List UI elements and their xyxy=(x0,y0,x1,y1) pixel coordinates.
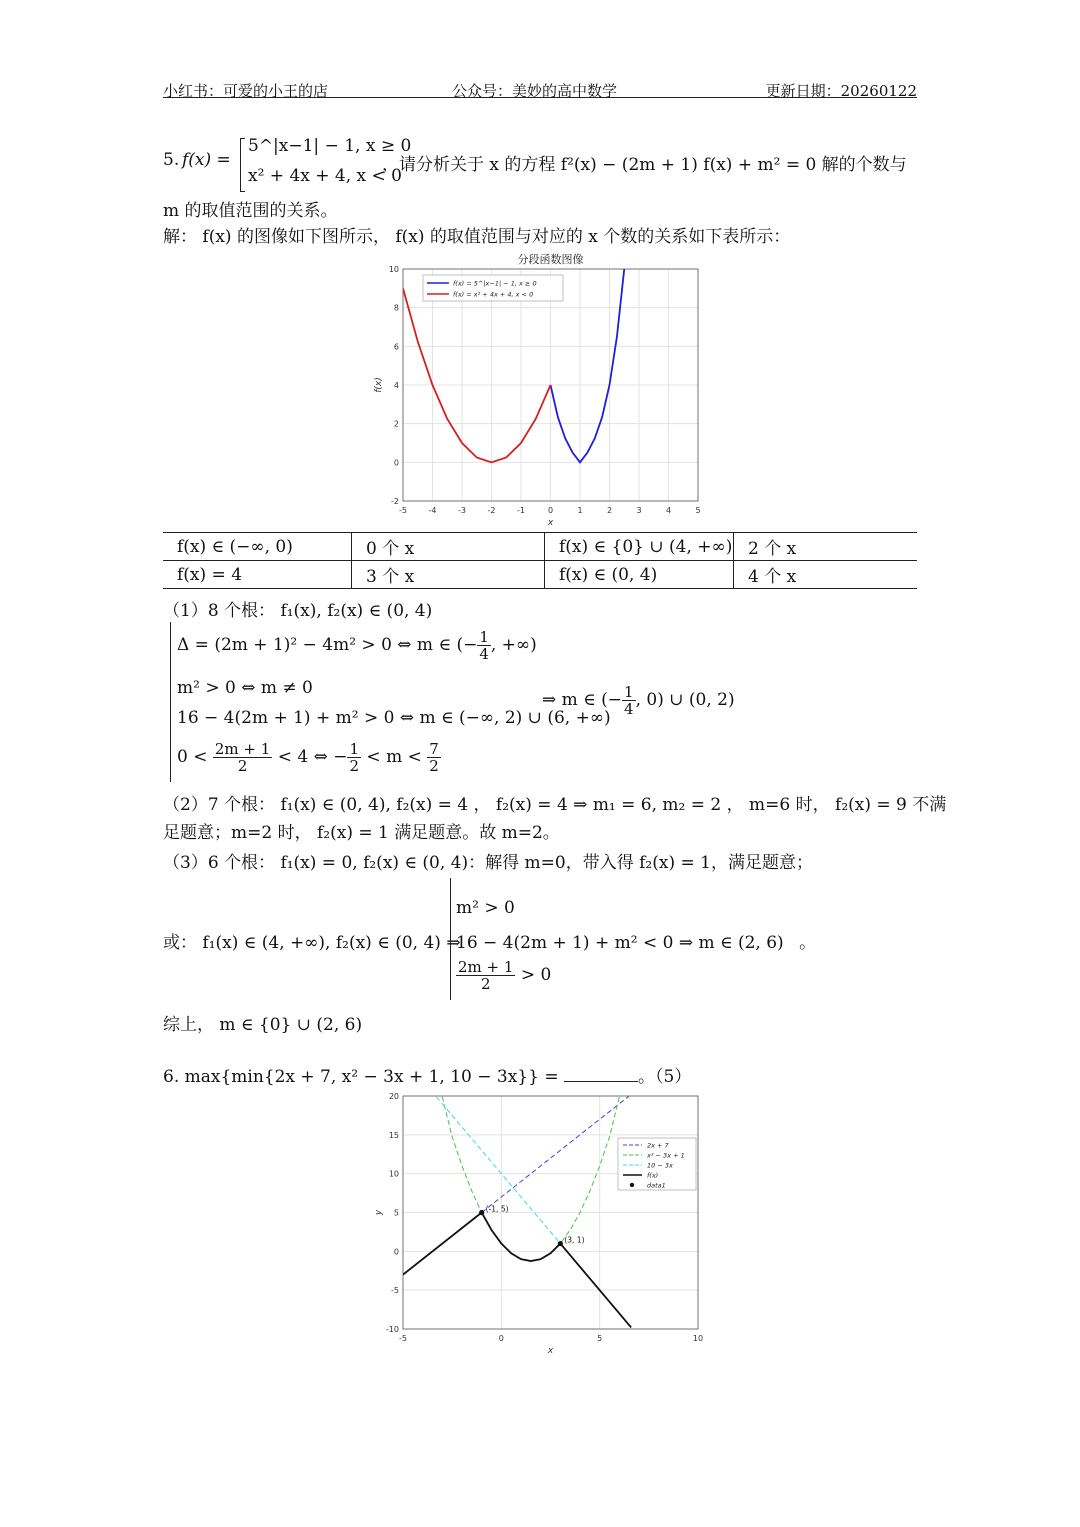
header-right: 更新日期：20260122 xyxy=(765,82,917,100)
x-tick-label: 10 xyxy=(692,1334,704,1343)
problem5-fdef: f(x) = xyxy=(182,150,231,170)
case3-sys2-end: 。 xyxy=(799,933,817,953)
series-line xyxy=(436,1097,560,1244)
x-tick-label: 3 xyxy=(636,506,642,515)
problem5-case2: x² + 4x + 4, x < 0 xyxy=(248,166,402,186)
case1-line4b: < 4 ⇔ − xyxy=(277,747,348,767)
case3-brace xyxy=(450,878,451,1000)
case3-frac xyxy=(456,959,515,993)
series-line xyxy=(482,1096,629,1213)
case1-line4 xyxy=(177,737,441,777)
case1-frac4 xyxy=(213,741,272,775)
point-annotation: (-1, 5) xyxy=(485,1204,509,1214)
legend-label: f(x) = x² + 4x + 4, x < 0 xyxy=(453,290,534,299)
table-row xyxy=(163,533,917,561)
legend-label: f(x) xyxy=(647,1171,659,1180)
y-tick-label: -10 xyxy=(385,1325,399,1334)
frac-num: 1 xyxy=(479,627,489,646)
table-cell: 2 个 x xyxy=(734,533,918,561)
problem5-number: 5. xyxy=(163,150,180,170)
case1-line1 xyxy=(177,625,537,665)
y-tick-label: 0 xyxy=(393,458,399,468)
table-cell: 3 个 x xyxy=(352,561,545,589)
legend-label: 2x + 7 xyxy=(647,1141,669,1150)
x-tick-label: 5 xyxy=(695,506,701,515)
x-tick-label: 0 xyxy=(547,506,554,515)
case2-line1: （2）7 个根： f₁(x) ∈ (0, 4), f₂(x) = 4 ， f₂(x) = 4 ⇒ m₁ = 6, m₂ = 2 ， m=6 时， f₂(x) = 9 不满 xyxy=(163,795,947,815)
table-cell: 0 个 x xyxy=(352,533,545,561)
frac-den: 2 xyxy=(480,975,491,993)
chart-title: 分段函数图像 xyxy=(517,253,584,266)
frac-num: 1 xyxy=(349,739,360,758)
y-tick-label: 10 xyxy=(388,265,399,274)
y-tick-label: 20 xyxy=(388,1092,399,1101)
case1-result-a: ⇒ m ∈ (− xyxy=(542,690,623,710)
case3-sys2-text: 16 − 4(2m + 1) + m² < 0 ⇒ m ∈ (2, 6) xyxy=(456,933,784,953)
x-tick-label: -1 xyxy=(517,506,525,515)
case1-result-b: , 0) ∪ (0, 2) xyxy=(635,690,735,710)
piecewise-chart xyxy=(360,246,720,531)
case1-line4c: < m < xyxy=(366,747,422,767)
legend-label: 10 − 3x xyxy=(647,1161,673,1170)
y-tick-label: -5 xyxy=(391,1286,399,1296)
table-cell: f(x) ∈ (−∞, 0) xyxy=(163,533,352,561)
case1-line1b: , +∞) xyxy=(490,635,537,655)
legend-label: f(x) = 5^|x−1| − 1, x ≥ 0 xyxy=(453,279,537,288)
solution-intro: 解： f(x) 的图像如下图所示， f(x) 的取值范围与对应的 x 个数的关系如下表所示： xyxy=(163,227,791,247)
case2-line2: 足题意；m=2 时， f₂(x) = 1 满足题意。故 m=2。 xyxy=(163,823,560,843)
case1-line3: 16 − 4(2m + 1) + m² > 0 ⇔ m ∈ (−∞, 2) ∪ (6, +∞) xyxy=(177,708,611,728)
case1-line1a: Δ = (2m + 1)² − 4m² > 0 ⇔ m ∈ (− xyxy=(177,635,478,655)
x-tick-label: -5 xyxy=(399,506,407,515)
table-row xyxy=(163,561,917,589)
case3-or: 或： f₁(x) ∈ (4, +∞), f₂(x) ∈ (0, 4) ⇒ xyxy=(163,933,461,953)
case3-line1: （3）6 个根： f₁(x) = 0, f₂(x) ∈ (0, 4)：解得 m=0，带入得 f₂(x) = 1，满足题意； xyxy=(163,853,813,873)
case1-line4a: 0 < xyxy=(177,747,208,767)
series-line xyxy=(403,288,551,462)
frac-num: 1 xyxy=(624,682,634,701)
case1-frac5 xyxy=(347,741,361,775)
minmax-chart xyxy=(368,1088,708,1358)
y-axis-label: y xyxy=(374,1209,384,1216)
case3-sys3 xyxy=(456,955,551,995)
frac-num: 2m + 1 xyxy=(458,957,514,976)
y-tick-label: -2 xyxy=(391,497,399,506)
problem6-tail: 。（5） xyxy=(638,1067,692,1087)
x-tick-label: -2 xyxy=(487,506,496,515)
problem5-question2: m 的取值范围的关系。 xyxy=(163,201,338,221)
frac-den: 4 xyxy=(624,700,634,718)
table-cell: f(x) ∈ (0, 4) xyxy=(545,561,734,589)
data-point xyxy=(558,1241,563,1246)
value-count-table xyxy=(163,532,917,589)
x-axis-label: x xyxy=(547,518,554,528)
legend-label: data1 xyxy=(647,1181,666,1190)
case1-brace xyxy=(170,622,171,782)
table-cell: 4 个 x xyxy=(734,561,918,589)
table-cell: f(x) = 4 xyxy=(163,561,352,589)
x-tick-label: -5 xyxy=(399,1334,407,1343)
point-annotation: (3, 1) xyxy=(564,1235,585,1245)
x-axis-label: x xyxy=(547,1346,554,1356)
problem5-case1: 5^|x−1| − 1, x ≥ 0 xyxy=(248,136,412,156)
y-tick-label: 5 xyxy=(393,1208,399,1218)
case1-frac6 xyxy=(427,741,441,775)
case1-line2: m² > 0 ⇔ m ≠ 0 xyxy=(177,678,313,698)
frac-den: 2 xyxy=(429,757,439,775)
case3-sys1: m² > 0 xyxy=(456,898,515,918)
y-tick-label: 0 xyxy=(393,1247,399,1257)
frac-num: 7 xyxy=(429,739,439,758)
x-tick-label: 2 xyxy=(606,506,613,515)
y-tick-label: 10 xyxy=(388,1169,399,1179)
x-tick-label: -3 xyxy=(458,506,466,515)
summary: 综上， m ∈ {0} ∪ (2, 6) xyxy=(163,1015,363,1035)
y-tick-label: 15 xyxy=(388,1130,399,1140)
frac-den: 2 xyxy=(349,757,360,775)
case1-title: （1）8 个根： f₁(x), f₂(x) ∈ (0, 4) xyxy=(163,601,433,621)
problem6-text: 6. max{min{2x + 7, x² − 3x + 1, 10 − 3x}} = xyxy=(163,1067,559,1087)
x-tick-label: 0 xyxy=(498,1334,504,1343)
x-tick-label: -4 xyxy=(428,506,437,515)
y-axis-label: f(x) xyxy=(374,377,384,393)
frac-den: 4 xyxy=(479,645,489,663)
x-tick-label: 4 xyxy=(665,506,672,515)
x-tick-label: 5 xyxy=(597,1334,603,1343)
answer-blank xyxy=(564,1067,638,1082)
case1-frac1 xyxy=(477,629,491,663)
y-tick-label: 8 xyxy=(393,303,399,313)
case1-result xyxy=(542,680,735,720)
problem6 xyxy=(163,1062,691,1087)
data-point xyxy=(479,1210,484,1215)
table-cell: f(x) ∈ {0} ∪ (4, +∞) xyxy=(545,533,734,561)
x-tick-label: 1 xyxy=(577,506,583,515)
case3-sys3-rel: > 0 xyxy=(520,965,552,985)
header-center: 公众号：美妙的高中数学 xyxy=(452,82,618,100)
problem5-brace xyxy=(240,138,245,192)
y-tick-label: 4 xyxy=(393,381,399,390)
problem5-question: ，请分析关于 x 的方程 f²(x) − (2m + 1) f(x) + m² = 0 解的个数与 xyxy=(382,155,907,175)
legend-label: x² − 3x + 1 xyxy=(647,1151,685,1160)
header-rule xyxy=(163,97,917,98)
header-left: 小红书：可爱的小王的店 xyxy=(163,82,329,100)
case1-result-frac xyxy=(622,684,636,718)
series-line xyxy=(403,1213,631,1328)
frac-num: 2m + 1 xyxy=(214,739,271,758)
series-line xyxy=(440,1089,621,1261)
legend-swatch xyxy=(630,1183,634,1187)
y-tick-label: 2 xyxy=(393,419,399,429)
y-tick-label: 6 xyxy=(393,342,399,352)
case3-sys2 xyxy=(456,928,816,953)
frac-den: 2 xyxy=(237,757,248,775)
